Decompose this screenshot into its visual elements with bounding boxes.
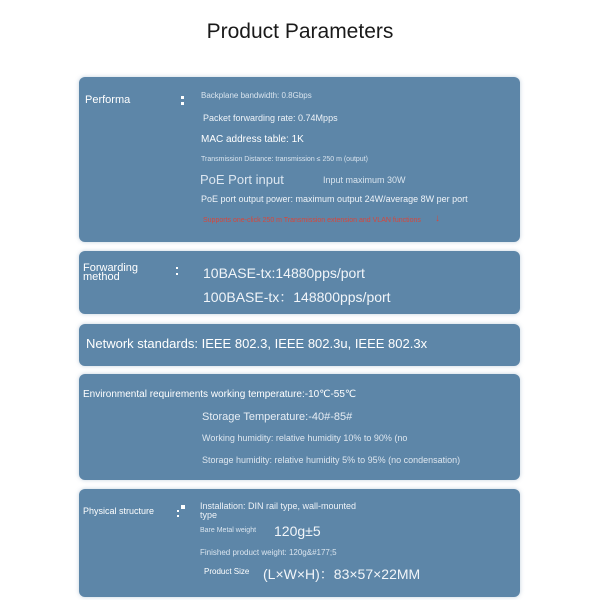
bullet-dot <box>181 96 184 99</box>
working-humidity: Working humidity: relative humidity 10% to 90% (no <box>202 433 408 443</box>
product-size-label: Product Size <box>204 567 250 576</box>
backplane-bandwidth: Backplane bandwidth: 0.8Gbps <box>201 91 312 100</box>
physical-panel <box>79 489 520 597</box>
bullet-square <box>181 505 185 509</box>
network-standards-panel <box>79 324 520 366</box>
poe-port-input-value: Input maximum 30W <box>323 175 406 185</box>
page-title: Product Parameters <box>206 20 394 43</box>
forwarding-10base: 10BASE-tx:14880pps/port <box>203 265 365 281</box>
storage-temperature: Storage Temperature:-40#-85# <box>202 411 353 423</box>
forwarding-panel <box>79 251 520 314</box>
network-standards: Network standards: IEEE 802.3, IEEE 802.3u, IEEE 802.3x <box>86 336 428 351</box>
extension-note: Supports one-click 250 m Transmission extension and VLAN functions <box>203 217 421 224</box>
physical-structure-label: Physical structure <box>83 506 155 516</box>
bare-metal-weight-label: Bare Metal weight <box>200 527 257 534</box>
finished-product-weight: Finished product weight: 120g&#177;5 <box>200 548 337 557</box>
forwarding-100base: 100BASE-tx：148800pps/port <box>203 289 391 305</box>
bullet-dot <box>177 510 179 512</box>
environment-panel <box>79 374 520 480</box>
bullet-dot <box>181 102 184 105</box>
bullet-dot <box>177 515 179 517</box>
mac-address-table: MAC address table: 1K <box>201 134 304 145</box>
installation-line1: Installation: DIN rail type, wall-mounted <box>200 501 357 511</box>
environment-heading: Environmental requirements working temperature:-10℃-55℃ <box>83 389 357 400</box>
poe-port-output-power: PoE port output power: maximum output 24W/average 8W per port <box>201 194 468 204</box>
installation-line2: type <box>200 510 218 520</box>
arrow-down-icon: ↓ <box>435 213 440 224</box>
forwarding-label-line1: Forwarding <box>83 262 139 274</box>
product-size-value: (L×W×H)：83×57×22MM <box>263 566 421 582</box>
packet-forwarding-rate: Packet forwarding rate: 0.74Mpps <box>203 113 338 123</box>
forwarding-label-line2: method <box>83 271 120 283</box>
storage-humidity: Storage humidity: relative humidity 5% to 95% (no condensation) <box>202 455 461 465</box>
performance-panel <box>79 77 520 242</box>
bullet-dot <box>176 273 178 275</box>
transmission-distance: Transmission Distance: transmission ≤ 250 m (output) <box>201 156 368 163</box>
bare-metal-weight-value: 120g±5 <box>274 523 321 539</box>
bullet-dot <box>176 267 178 269</box>
performance-label: Performa <box>85 94 131 106</box>
poe-port-input-label: PoE Port input <box>200 172 284 187</box>
